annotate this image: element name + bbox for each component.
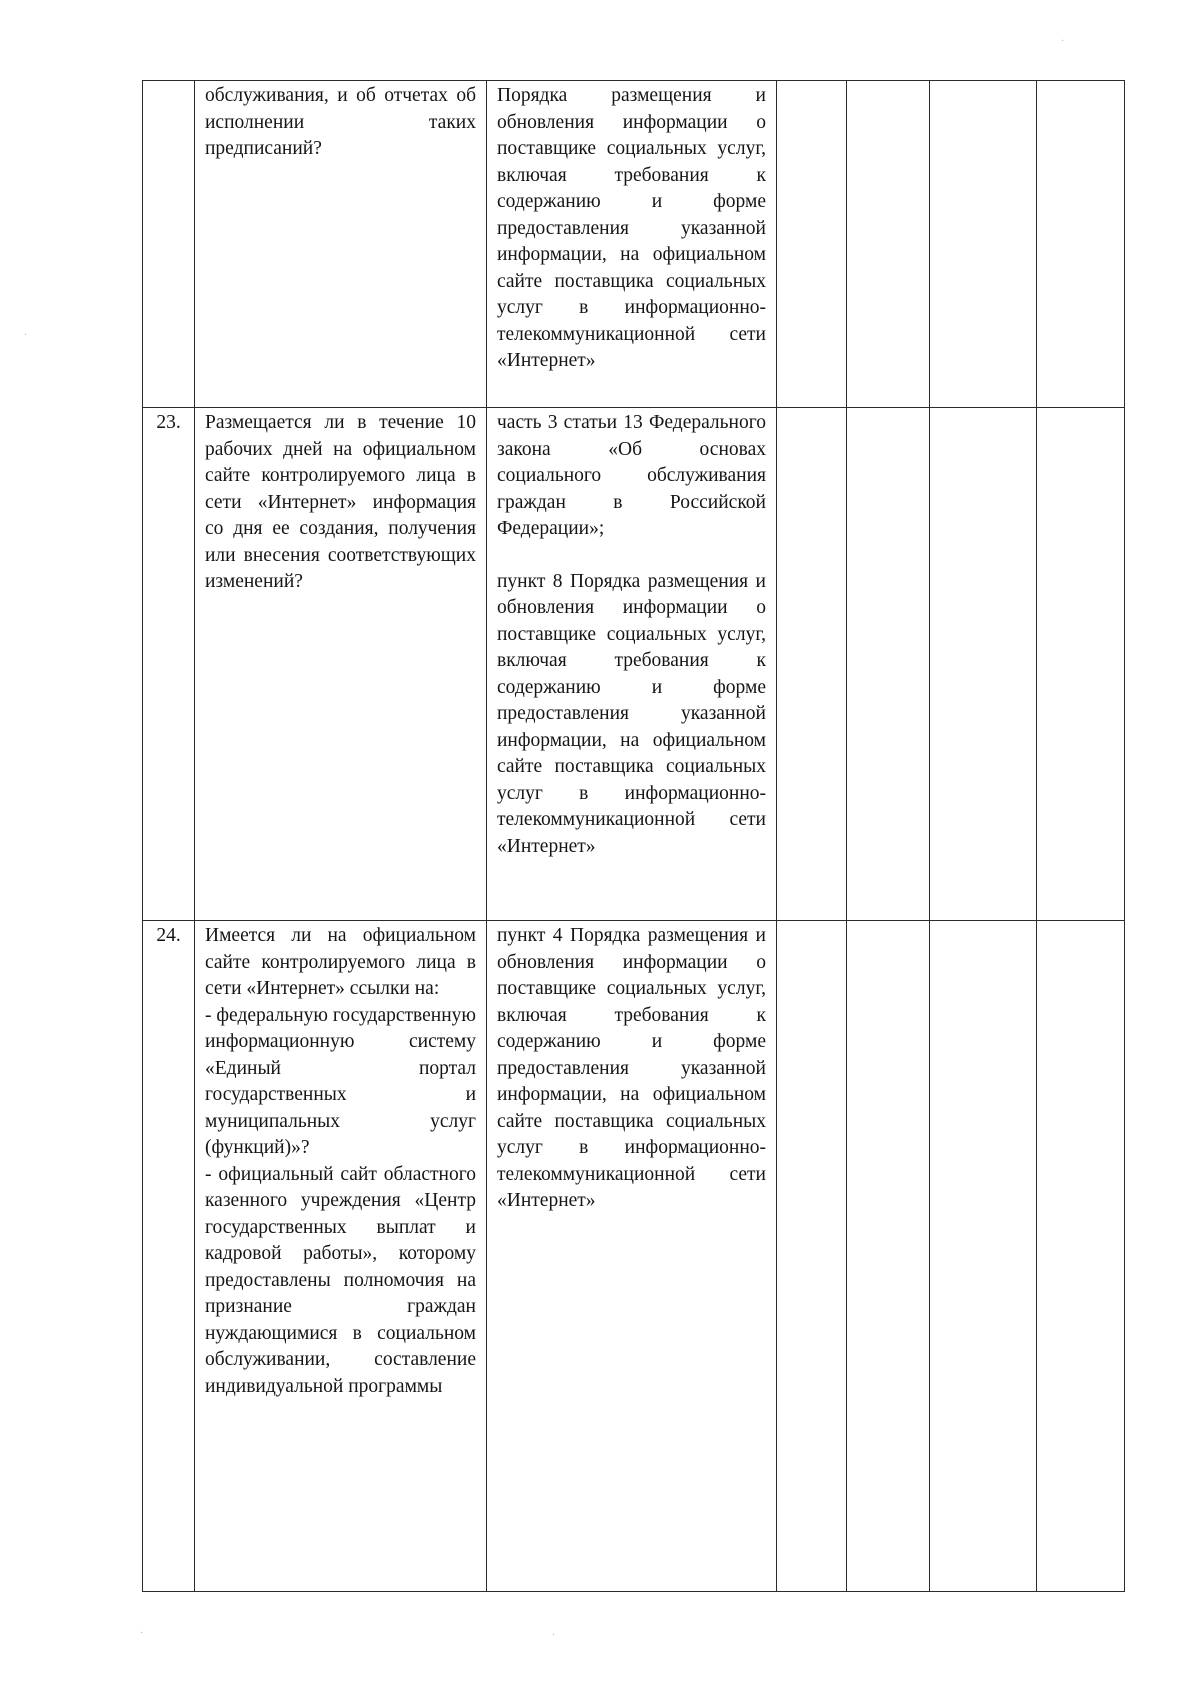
- table-row: [143, 81, 1125, 408]
- checklist-table: [142, 80, 1125, 1592]
- paragraph-gap: [497, 543, 766, 569]
- empty-cell: [777, 921, 847, 1592]
- row-number: 24.: [143, 921, 195, 1592]
- scan-speck: ·: [552, 1630, 556, 1641]
- row-number: 23.: [143, 408, 195, 921]
- empty-cell: [930, 408, 1037, 921]
- reference-cell: [487, 921, 777, 1592]
- scan-speck: ·: [140, 1628, 144, 1639]
- empty-cell: [1037, 921, 1125, 1592]
- scan-speck: ·: [24, 330, 28, 341]
- question-text: Имеется ли на официальном сайте контролируемого лица в сети «Интернет» ссылки на: - федеральную государственную информационную систему «Единый портал государственных и муниципальных услуг (функций)»? - официальный сайт областного казенного учреждения «Центр государственных выплат и кадровой работы», которому предоставлены полномочия на признание граждан нуждающимися в социальном обслуживании, составление индивидуальной программы: [205, 925, 476, 1397]
- empty-cell: [930, 81, 1037, 408]
- question-cell: [195, 408, 487, 921]
- question-text: обслуживания, и об отчетах об исполнении таких предписаний?: [205, 85, 476, 159]
- table-row: [143, 921, 1125, 1592]
- empty-cell: [777, 81, 847, 408]
- reference-text: часть 3 статьи 13 Федерального закона «Об основах социального обслуживания граждан в Российской Федерации»;: [497, 412, 766, 539]
- question-cell: [195, 81, 487, 408]
- row-number: [143, 81, 195, 408]
- empty-cell: [1037, 408, 1125, 921]
- scan-speck: ·: [1061, 36, 1065, 47]
- reference-cell: [487, 408, 777, 921]
- empty-cell: [1037, 81, 1125, 408]
- table-row: [143, 408, 1125, 921]
- empty-cell: [847, 921, 930, 1592]
- empty-cell: [777, 408, 847, 921]
- empty-cell: [847, 408, 930, 921]
- reference-text: пункт 4 Порядка размещения и обновления информации о поставщике социальных услуг, включая требования к содержанию и форме предоставления указанной информации, на официальном сайте поставщика социальных услуг в информационно-телекоммуникационной сети «Интернет»: [497, 925, 766, 1211]
- reference-text: пункт 8 Порядка размещения и обновления информации о поставщике социальных услуг, включая требования к содержанию и форме предоставления указанной информации, на официальном сайте поставщика социальных услуг в информационно-телекоммуникационной сети «Интернет»: [497, 570, 766, 857]
- empty-cell: [930, 921, 1037, 1592]
- reference-cell: [487, 81, 777, 408]
- question-cell: [195, 921, 487, 1592]
- empty-cell: [847, 81, 930, 408]
- question-text: Размещается ли в течение 10 рабочих дней на официальном сайте контролируемого лица в сети «Интернет» информация со дня ее создания, получения или внесения соответствующих изменений?: [205, 412, 476, 592]
- reference-text: Порядка размещения и обновления информации о поставщике социальных услуг, включая требования к содержанию и форме предоставления указанной информации, на официальном сайте поставщика социальных услуг в информационно-телекоммуникационной сети «Интернет»: [497, 85, 766, 371]
